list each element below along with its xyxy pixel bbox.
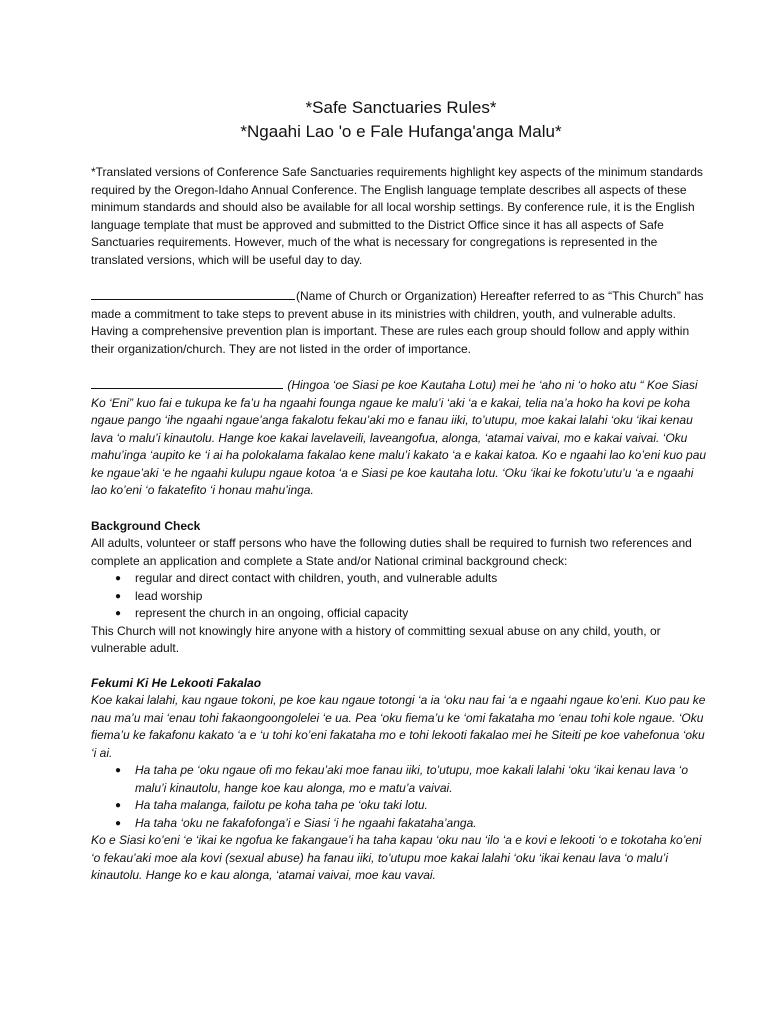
- background-check-section: [91, 518, 711, 658]
- commitment-english-text: (Name of Church or Organization) Hereafter referred to as “This Church” has made a commitment to take steps to prevent abuse in its ministries with children, youth, and vulnerable adults. Having a comprehensive prevention plan is important. These are rules each group should follow and apply within their organization/church. They are not listed in the order of importance.: [91, 289, 704, 356]
- list-item-text: regular and direct contact with children, youth, and vulnerable adults: [135, 571, 498, 585]
- list-item: [115, 815, 711, 833]
- bullet-icon: ●: [115, 765, 122, 776]
- tongan-check-heading: Fekumi Ki He Lekooti Fakalao: [91, 675, 262, 690]
- commitment-english: [91, 287, 711, 358]
- list-item-text: lead worship: [135, 588, 203, 603]
- church-name-blank: [91, 287, 295, 300]
- intro-paragraph: *Translated versions of Conference Safe Sanctuaries requirements highlight key aspects of the minimum standards required by the Oregon-Idaho Annual Conference. The English language template describes all aspects of these minimum standards and should also be available for all local worship settings. By conference rule, it is the English language template that must be approved and submitted to the District Office since it has all aspects of Safe Sanctuaries requirements. However, much of the what is necessary for congregations is represented in the translated versions, which will be useful day to day.: [91, 165, 703, 267]
- bullet-icon: ●: [115, 800, 122, 811]
- bullet-icon: ●: [115, 817, 122, 829]
- church-name-blank-tongan: [91, 376, 283, 389]
- list-item: [115, 588, 711, 606]
- tongan-check-text: Koe kakai lalahi, kau ngaue tokoni, pe koe kau ngaue totongi ‘a ia ‘oku nau fai ‘a e ngaahi ngaue ko’eni. Kuo pau ke nau ma’u mai ‘enau tohi fakaongoongolelei ‘e ua. Pea ‘oku fiema’u ke ‘omi fakataha mo ‘enau tohi kole ngaue. ‘Oku fiema’u ke fakafonu kakato ‘a e ‘u tohi ko’eni fakataha mo e tohi lekooti fakalao mei he Siteiti pe koe vahefonua ‘oku ‘i ai.: [91, 693, 706, 760]
- bullet-icon: ●: [115, 590, 122, 602]
- bullet-icon: ●: [115, 573, 122, 584]
- background-check-after: This Church will not knowingly hire anyone with a history of committing sexual abuse on any child, youth, or vulnerable adult.: [91, 623, 661, 655]
- tongan-check-section: [91, 675, 711, 885]
- list-item-text: represent the church in an ongoing, official capacity: [135, 606, 409, 620]
- title-english: *Safe Sanctuaries Rules*: [305, 98, 497, 117]
- background-check-list: [91, 570, 711, 623]
- tongan-check-after: Ko e Siasi ko’eni ‘e ‘ikai ke ngofua ke fakangaue’i ha taha kapau ‘oku nau ‘ilo ‘a e kovi e lekooti ‘o e tokotaha ko’eni ‘o fekau’aki moe ala kovi (sexual abuse) ha fanau iiki, to’utupu moe kakai lalahi ‘oku ‘ikai kenau lava ‘o malu’i kinautolu. Hange ko e kau alonga, ‘atamai vaivai, moe kau vavai.: [91, 833, 702, 882]
- background-check-heading: Background Check: [91, 518, 201, 533]
- commitment-tongan: [91, 376, 711, 500]
- list-item-text: Ha taha pe ‘oku ngaue ofi mo fekau’aki moe fanau iiki, to’utupu, moe kakali lalahi ‘oku ‘ikai kenau lava ‘o malu’i kinautolu, hange koe kau alonga, mo e matu’a vaivai.: [135, 763, 688, 795]
- commitment-tongan-text: (Hingoa ‘oe Siasi pe koe Kautaha Lotu) mei he ‘aho ni ‘o hoko atu “ Koe Siasi Ko ‘Eni” kuo fai e tukupa ke fa’u ha ngaahi founga ngaue ke malu’i ‘aki ‘a e kakai, telia na’a hoko ha kovi pe koha ngaue pango ‘ihe ngaahi ngaue’anga fakalotu fekau’aki mo e fanau iiki, to’utupu, moe kakai lalahi ‘oku ‘ikai kenau lava ‘o malu’i kinautolu. Hange koe kakai lavelaveili, laveangofua, alonga, ‘atamai vaivai, mo e kakai vaivai. ‘Oku mahu’inga ‘aupito ke ‘i ai ha polokalama fakalao kene malu’i kakato ‘a e kakai katoa. Ko e ngaahi lao ko’eni kuo pau ke ngaue’aki ‘e he ngaahi kulupu ngaue kotoa ‘a e Siasi pe koe kautaha lotu. ‘Oku ‘ikai ke fokotu’utu’u ‘a e ngaahi lao ko’eni ‘o fakatefito ‘i honau mahu’inga.: [91, 378, 707, 497]
- background-check-text: All adults, volunteer or staff persons who have the following duties shall be required to furnish two references and complete an application and complete a State and/or National criminal background check:: [91, 536, 692, 568]
- title-tongan: *Ngaahi Lao 'o e Fale Hufanga'anga Malu*: [240, 122, 562, 141]
- list-item: [115, 605, 711, 623]
- list-item: [115, 762, 711, 797]
- list-item-text: Ha taha ‘oku ne fakafofonga’i e Siasi ‘i he ngaahi fakataha’anga.: [135, 815, 477, 830]
- list-item: [115, 797, 711, 815]
- list-item: [115, 570, 711, 588]
- tongan-check-list: [91, 762, 711, 832]
- list-item-text: Ha taha malanga, failotu pe koha taha pe ‘oku taki lotu.: [135, 798, 428, 812]
- bullet-icon: ●: [115, 608, 122, 619]
- document-content: [91, 96, 711, 902]
